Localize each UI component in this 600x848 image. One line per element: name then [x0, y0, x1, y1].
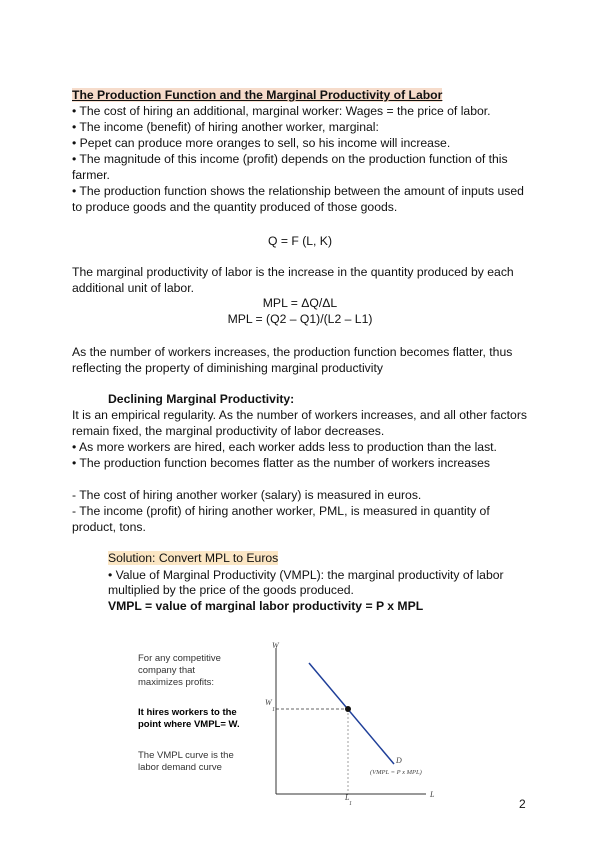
solution-line: multiplied by the price of the goods produced. — [108, 583, 354, 597]
curve-sublabel: (VMPL = P x MPL) — [370, 769, 422, 776]
declining-text: It is an empirical regularity. As the number of workers increases, and all other factors — [72, 408, 527, 422]
w1-subscript: 1 — [272, 707, 275, 713]
flatter-text: reflecting the property of diminishing marginal productivity — [72, 361, 383, 375]
vmpl-demand-curve — [309, 663, 394, 764]
cost-line: - The income (profit) of hiring another worker, PML, is measured in quantity of — [72, 504, 490, 518]
labor-demand-graph — [126, 626, 452, 808]
intro-bullet: • The cost of hiring an additional, marginal worker: Wages = the price of labor. — [72, 104, 491, 118]
labor-demand-figure — [126, 626, 452, 808]
declining-heading: Declining Marginal Productivity: — [108, 392, 295, 406]
curve-label: D — [396, 756, 402, 765]
y-axis-label: W — [272, 641, 279, 650]
solution-line: • Value of Marginal Productivity (VMPL): the marginal productivity of labor — [108, 568, 504, 582]
vmpl-formula: VMPL = value of marginal labor productivity = P x MPL — [108, 599, 424, 613]
l1-subscript: 1 — [349, 801, 352, 807]
production-function-equation: Q = F (L, K) — [268, 234, 332, 248]
intro-bullet: farmer. — [72, 168, 110, 182]
figure-caption-bold: It hires workers to the — [138, 707, 237, 718]
solution-heading: Solution: Convert MPL to Euros — [108, 551, 279, 565]
mpl-formula-expanded: MPL = (Q2 – Q1)/(L2 – L1) — [227, 312, 373, 326]
page-number: 2 — [519, 797, 526, 811]
declining-text: • As more workers are hired, each worker adds less to production than the last. — [72, 440, 497, 454]
cost-line: - The cost of hiring another worker (salary) is measured in euros. — [72, 488, 422, 502]
page-title: The Production Function and the Marginal Productivity of Labor — [72, 88, 443, 102]
intro-bullet: to produce goods and the quantity produced of those goods. — [72, 200, 398, 214]
cost-line: product, tons. — [72, 520, 146, 534]
intro-bullet: • The production function shows the relationship between the amount of inputs used — [72, 184, 524, 198]
w1-label: W — [265, 698, 272, 707]
figure-caption: company that — [138, 665, 196, 676]
intro-bullet: • Pepet can produce more oranges to sell, so his income will increase. — [72, 136, 451, 150]
figure-caption-bold: point where VMPL= W. — [138, 719, 240, 730]
equilibrium-point — [345, 706, 351, 712]
x-axis-label: L — [430, 790, 435, 799]
figure-caption: The VMPL curve is the — [138, 750, 234, 761]
mpl-definition: additional unit of labor. — [72, 281, 194, 295]
figure-caption: maximizes profits: — [138, 677, 215, 688]
mpl-definition: The marginal productivity of labor is the increase in the quantity produced by each — [72, 265, 514, 279]
l1-label: L — [345, 793, 350, 802]
mpl-formula-delta: MPL = ΔQ/ΔL — [262, 296, 338, 310]
declining-text: • The production function becomes flatter as the number of workers increases — [72, 456, 490, 470]
intro-bullet: • The magnitude of this income (profit) depends on the production function of this — [72, 152, 508, 166]
figure-caption: For any competitive — [138, 653, 221, 664]
figure-caption: labor demand curve — [138, 762, 222, 773]
intro-bullet: • The income (benefit) of hiring another worker, marginal: — [72, 120, 379, 134]
declining-text: remain fixed, the marginal productivity of labor decreases. — [72, 424, 385, 438]
flatter-text: As the number of workers increases, the production function becomes flatter, thus — [72, 345, 513, 359]
